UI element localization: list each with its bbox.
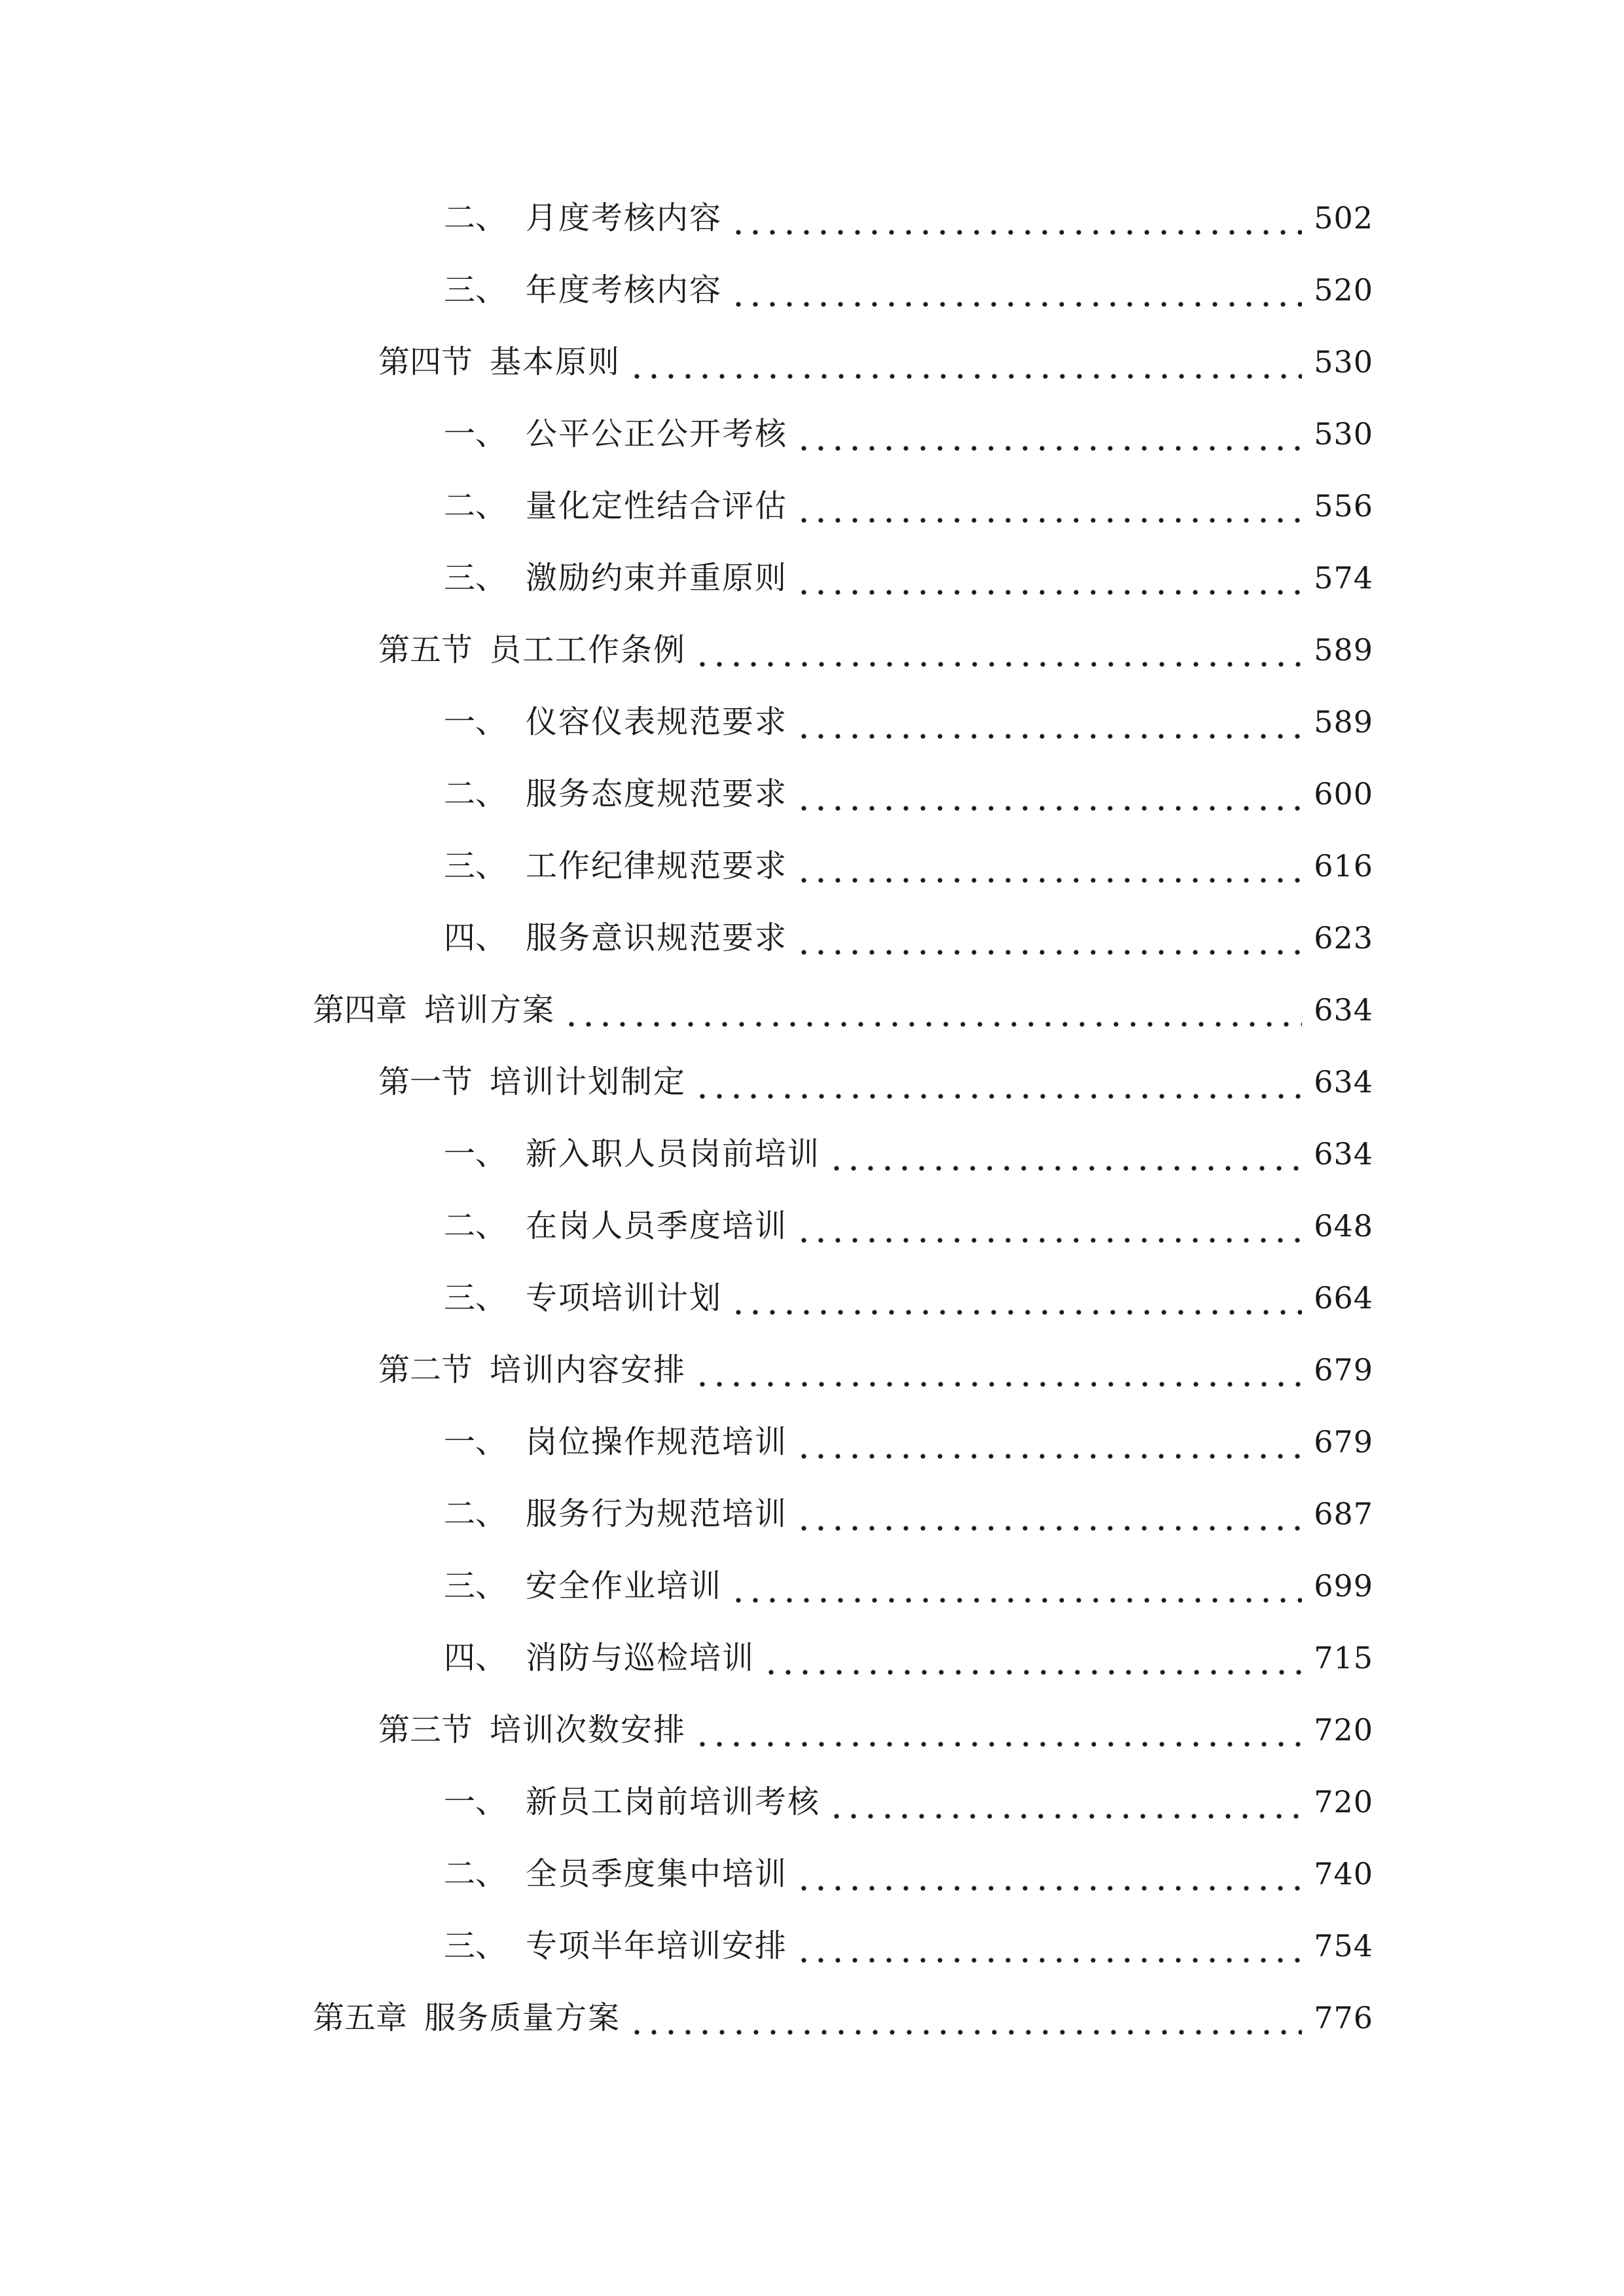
toc-entry[interactable] xyxy=(444,1272,1373,1324)
toc-entry[interactable] xyxy=(444,840,1373,892)
toc-entry-number: 三、 xyxy=(444,848,507,884)
dot-leader xyxy=(795,1920,1302,1972)
dot-leader xyxy=(795,552,1302,604)
toc-entry[interactable] xyxy=(444,1416,1373,1468)
toc-entry-title: 服务态度规范要求 xyxy=(526,776,788,812)
toc-entry-title: 服务质量方案 xyxy=(424,2000,621,2036)
toc-entry-page: 556 xyxy=(1314,488,1373,524)
toc-entry[interactable] xyxy=(444,1776,1373,1828)
toc-entry-number: 二、 xyxy=(444,200,507,236)
dot-leader xyxy=(763,1632,1302,1684)
dot-leader xyxy=(730,1560,1302,1612)
toc-entry-page: 600 xyxy=(1314,776,1373,812)
dot-leader xyxy=(795,912,1302,964)
dot-leader xyxy=(694,1056,1302,1108)
toc-entry[interactable] xyxy=(378,624,1373,676)
toc-entry-page: 520 xyxy=(1314,272,1373,308)
toc-entry-number: 二、 xyxy=(444,776,507,812)
toc-entry-page: 574 xyxy=(1314,560,1373,596)
dot-leader xyxy=(795,480,1302,532)
toc-entry-number: 一、 xyxy=(444,1424,507,1460)
toc-entry-page: 634 xyxy=(1314,1064,1373,1100)
toc-entry-number: 四、 xyxy=(444,1640,507,1676)
toc-entry-title: 服务意识规范要求 xyxy=(526,920,788,956)
toc-entry-number: 三、 xyxy=(444,1928,507,1964)
toc-entry[interactable] xyxy=(444,768,1373,820)
toc-entry-page: 687 xyxy=(1314,1496,1373,1532)
toc-entry[interactable] xyxy=(378,1344,1373,1396)
dot-leader xyxy=(795,1416,1302,1468)
toc-entry[interactable] xyxy=(378,336,1373,388)
toc-entry[interactable] xyxy=(378,1056,1373,1108)
toc-entry-title: 培训方案 xyxy=(424,992,556,1028)
toc-entry-title: 基本原则 xyxy=(490,344,621,380)
toc-entry-page: 720 xyxy=(1314,1784,1373,1820)
toc-entry-title: 公平公正公开考核 xyxy=(526,416,788,452)
dot-leader xyxy=(828,1128,1302,1180)
toc-entry-page: 679 xyxy=(1314,1352,1373,1388)
toc-entry-number: 三、 xyxy=(444,1280,507,1316)
toc-entry-page: 715 xyxy=(1314,1640,1373,1676)
dot-leader xyxy=(628,1992,1302,2044)
toc-entry-number: 第一节 xyxy=(378,1064,473,1100)
toc-entry-number: 一、 xyxy=(444,416,507,452)
toc-entry-title: 仪容仪表规范要求 xyxy=(526,704,788,740)
dot-leader xyxy=(795,1488,1302,1540)
dot-leader xyxy=(694,1344,1302,1396)
toc-entry-title: 专项培训计划 xyxy=(526,1280,723,1316)
toc-entry-number: 四、 xyxy=(444,920,507,956)
dot-leader xyxy=(628,336,1302,388)
toc-entry[interactable] xyxy=(444,408,1373,460)
toc-entry-title: 新入职人员岗前培训 xyxy=(526,1136,821,1172)
toc-entry-title: 专项半年培训安排 xyxy=(526,1928,788,1964)
toc-entry[interactable] xyxy=(444,912,1373,964)
toc-entry[interactable] xyxy=(444,1200,1373,1252)
toc-entry-page: 634 xyxy=(1314,1136,1373,1172)
toc-entry-number: 二、 xyxy=(444,1496,507,1532)
toc-entry-page: 530 xyxy=(1314,416,1373,452)
toc-entry-title: 消防与巡检培训 xyxy=(526,1640,755,1676)
dot-leader xyxy=(730,192,1302,244)
toc-entry-title: 安全作业培训 xyxy=(526,1568,723,1604)
toc-entry-number: 三、 xyxy=(444,560,507,596)
toc-entry-page: 634 xyxy=(1314,992,1373,1028)
toc-entry-title: 量化定性结合评估 xyxy=(526,488,788,524)
toc-entry-page: 720 xyxy=(1314,1712,1373,1748)
toc-entry-title: 服务行为规范培训 xyxy=(526,1496,788,1532)
toc-entry[interactable] xyxy=(444,1560,1373,1612)
toc-entry-number: 二、 xyxy=(444,1208,507,1244)
dot-leader xyxy=(795,768,1302,820)
toc-entry-page: 699 xyxy=(1314,1568,1373,1604)
toc-entry-number: 三、 xyxy=(444,272,507,308)
toc-entry-number: 第五节 xyxy=(378,632,473,668)
toc-entry-number: 二、 xyxy=(444,488,507,524)
toc-entry-number: 第四节 xyxy=(378,344,473,380)
toc-entry-number: 一、 xyxy=(444,704,507,740)
toc-entry-number: 一、 xyxy=(444,1784,507,1820)
toc-entry-page: 589 xyxy=(1314,704,1373,740)
toc-entry-number: 三、 xyxy=(444,1568,507,1604)
toc-entry[interactable] xyxy=(378,1704,1373,1756)
toc-entry-page: 589 xyxy=(1314,632,1373,668)
toc-entry-number: 第二节 xyxy=(378,1352,473,1388)
toc-entry-title: 全员季度集中培训 xyxy=(526,1856,788,1892)
dot-leader xyxy=(694,624,1302,676)
toc-entry[interactable] xyxy=(444,1848,1373,1900)
toc-entry-title: 激励约束并重原则 xyxy=(526,560,788,596)
toc-entry-title: 岗位操作规范培训 xyxy=(526,1424,788,1460)
toc-entry-title: 新员工岗前培训考核 xyxy=(526,1784,821,1820)
toc-entry-title: 工作纪律规范要求 xyxy=(526,848,788,884)
dot-leader xyxy=(563,984,1302,1036)
toc-entry-page: 740 xyxy=(1314,1856,1373,1892)
toc-entry-title: 在岗人员季度培训 xyxy=(526,1208,788,1244)
toc-entry[interactable] xyxy=(444,264,1373,316)
dot-leader xyxy=(730,1272,1302,1324)
toc-entry-page: 530 xyxy=(1314,344,1373,380)
toc-entry[interactable] xyxy=(444,480,1373,532)
toc-entry[interactable] xyxy=(444,552,1373,604)
toc-entry-number: 二、 xyxy=(444,1856,507,1892)
toc-entry[interactable] xyxy=(444,1488,1373,1540)
toc-entry[interactable] xyxy=(444,192,1373,244)
toc-entry-title: 年度考核内容 xyxy=(526,272,723,308)
toc-entry-page: 664 xyxy=(1314,1280,1373,1316)
toc-entry[interactable] xyxy=(444,1632,1373,1684)
toc-entry-page: 502 xyxy=(1314,200,1373,236)
toc-entry[interactable] xyxy=(313,1992,1373,2044)
toc-entry-number: 一、 xyxy=(444,1136,507,1172)
dot-leader xyxy=(795,408,1302,460)
toc-entry-number: 第三节 xyxy=(378,1712,473,1748)
toc-entry-title: 培训计划制定 xyxy=(490,1064,687,1100)
toc-entry-title: 培训内容安排 xyxy=(490,1352,687,1388)
toc-entry[interactable] xyxy=(444,1920,1373,1972)
dot-leader xyxy=(795,1200,1302,1252)
toc-entry[interactable] xyxy=(444,696,1373,748)
dot-leader xyxy=(828,1776,1302,1828)
dot-leader xyxy=(694,1704,1302,1756)
toc-entry-title: 培训次数安排 xyxy=(490,1712,687,1748)
dot-leader xyxy=(795,840,1302,892)
toc-entry-number: 第五章 xyxy=(313,2000,408,2036)
toc-entry-page: 776 xyxy=(1314,2000,1373,2036)
toc-entry-title: 月度考核内容 xyxy=(526,200,723,236)
toc-entry-page: 616 xyxy=(1314,848,1373,884)
toc-entry-page: 754 xyxy=(1314,1928,1373,1964)
toc-entry-page: 648 xyxy=(1314,1208,1373,1244)
toc-entry-title: 员工工作条例 xyxy=(490,632,687,668)
toc-entry[interactable] xyxy=(313,984,1373,1036)
toc-entry-page: 679 xyxy=(1314,1424,1373,1460)
dot-leader xyxy=(795,696,1302,748)
toc-entry-page: 623 xyxy=(1314,920,1373,956)
dot-leader xyxy=(795,1848,1302,1900)
toc-entry-number: 第四章 xyxy=(313,992,408,1028)
dot-leader xyxy=(730,264,1302,316)
toc-entry[interactable] xyxy=(444,1128,1373,1180)
